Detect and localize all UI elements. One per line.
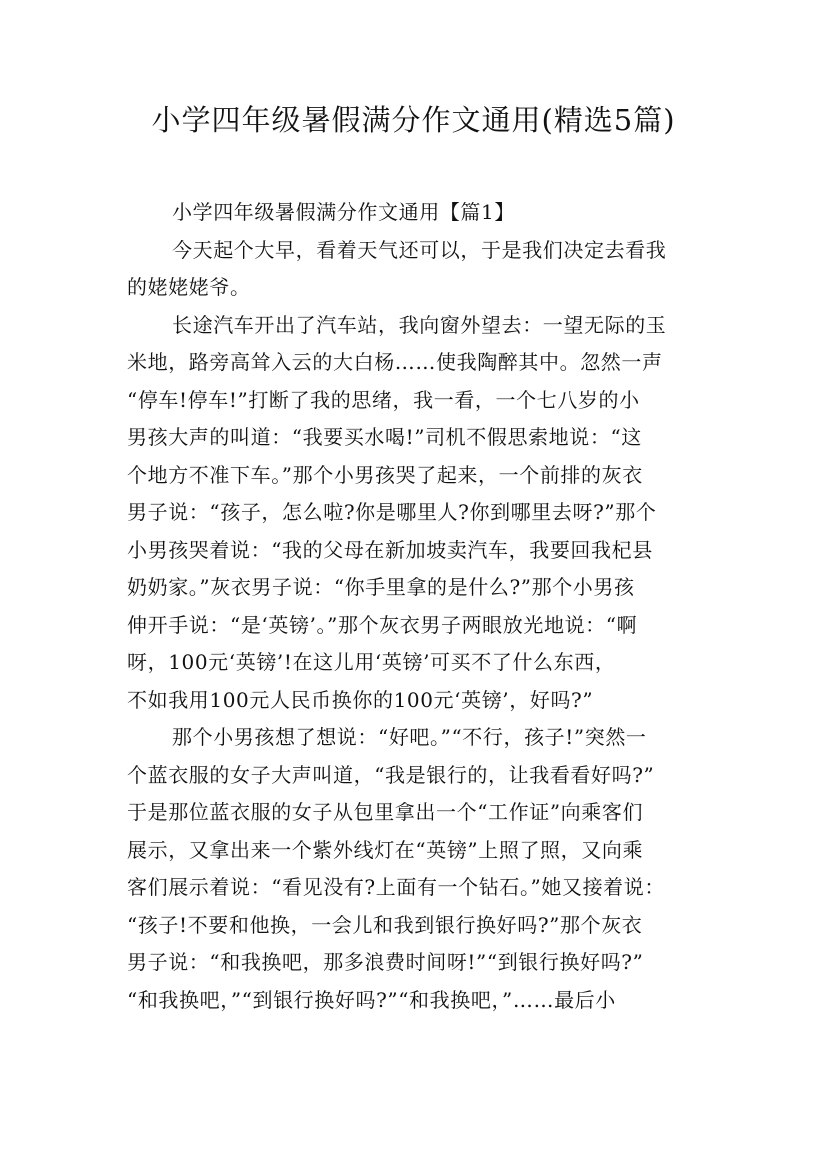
text-line: 小男孩哭着说：“我的父母在新加坡卖汽车，我要回我杞县 xyxy=(127,537,653,562)
document-body xyxy=(127,194,705,1019)
text-line: 男子说：“孩子，怎么啦?你是哪里人?你到哪里去呀?”那个 xyxy=(127,500,657,524)
text-line: 的姥姥姥爷。 xyxy=(127,275,251,299)
text-line: 客们展示着说：“看见没有?上面有一个钻石。”她又接着说： xyxy=(127,875,665,899)
text-line: 男子说：“和我换吧，那多浪费时间呀!”“到银行换好吗?” xyxy=(127,950,644,974)
text-line: 伸开手说：“是‘英镑’。”那个灰衣男子两眼放光地说：“啊 xyxy=(127,612,638,637)
text-line: 长途汽车开出了汽车站，我向窗外望去：一望无际的玉 xyxy=(172,312,667,337)
text-line: 个蓝衣服的女子大声叫道，“我是银行的，让我看看好吗?” xyxy=(127,762,655,787)
document-title: 小学四年级暑假满分作文通用(精选5篇) xyxy=(151,103,676,137)
text-line: 个地方不准下车。”那个小男孩哭了起来，一个前排的灰衣 xyxy=(127,462,643,487)
text-line: 今天起个大早，看着天气还可以，于是我们决定去看我 xyxy=(172,237,667,262)
text-line: 男孩大声的叫道：“我要买水喝!”司机不假思索地说：“这 xyxy=(127,425,642,449)
text-line: 于是那位蓝衣服的女子从包里拿出一个“工作证”向乘客们 xyxy=(127,800,644,824)
text-line: 那个小男孩想了想说：“好吧。”“不行，孩子!”突然一 xyxy=(172,725,647,749)
text-line: “停车!停车!”打断了我的思绪，我一看，一个七八岁的小 xyxy=(127,387,640,412)
text-line: “和我换吧，”“到银行换好吗?”“和我换吧，”……最后小 xyxy=(127,987,616,1012)
text-line: 奶奶家。”灰衣男子说：“你手里拿的是什么?”那个小男孩 xyxy=(127,575,635,599)
text-line: “孩子!不要和他换，一会儿和我到银行换好吗?”那个灰衣 xyxy=(127,912,643,937)
text-line: 小学四年级暑假满分作文通用【篇1】 xyxy=(172,200,515,224)
text-line: 米地，路旁高耸入云的大白杨……使我陶醉其中。忽然一声 xyxy=(127,350,663,374)
text-line: 展示，又拿出来一个紫外线灯在“英镑”上照了照，又向乘 xyxy=(127,837,644,862)
text-line: 呀，100元‘英镑’!在这儿用‘英镑’可买不了什么东西， xyxy=(127,650,616,674)
text-line: 不如我用100元人民币换你的100元‘英镑’，好吗?” xyxy=(127,687,594,712)
